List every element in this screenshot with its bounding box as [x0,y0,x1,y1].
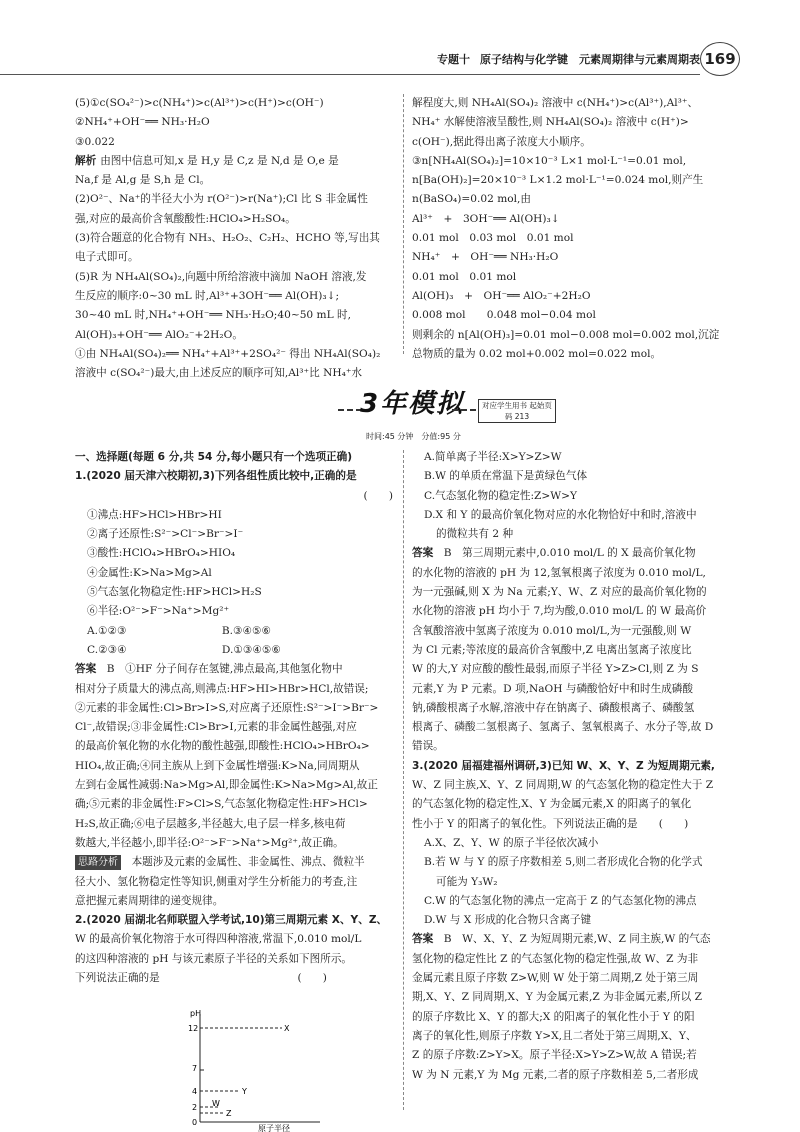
point-y-label: Y [242,1087,247,1096]
column-divider-bottom [403,450,404,1110]
text-line [75,152,393,171]
text-line: Na,f 是 Al,g 是 S,h 是 Cl。 [75,174,211,187]
text-line: 2.(2020 届湖北名师联盟入学考试,10)第三周期元素 X、Y、Z、 [75,914,388,927]
text-line: W 为 N 元素,Y 为 Mg 元素,二者的原子序数相差 5,二者形成 [412,1068,699,1081]
text-line: 0.01 mol 0.01 mol [412,270,517,283]
text-content: 由图中信息可知,x 是 H,y 是 C,z 是 N,d 是 O,e 是 [100,154,339,167]
text-line: 性小于 Y 的阳离子的氧化性。下列说法正确的是 ( ) [412,817,689,830]
text-line: 的气态氢化物的稳定性,X、Y 为金属元素,X 的阳离子的氧化 [412,798,692,811]
text-line: 一、选择题(每题 6 分,共 54 分,每小题只有一个选项正确) [75,451,353,463]
text-line: 为一元强碱,则 X 为 Na 元素;Y、W、Z 对应的最高价氧化物的 [412,586,707,599]
text-line: 的微粒共有 2 种 [436,528,514,541]
text-line: C.W 的气态氢化物的沸点一定高于 Z 的气态氢化物的沸点 [424,894,697,907]
text-line: B.W 的单质在常温下是黄绿色气体 [424,470,588,483]
banner-meta: 时间:45 分钟 分值:95 分 [366,432,461,441]
text-line: ②NH₄⁺+OH⁻══ NH₃·H₂O [75,116,210,129]
text-line: 的原子序数比 X、Y 的都大;X 的阳离子的氧化性小于 Y 的阳 [412,1010,695,1023]
text-line: 溶液中 c(SO₄²⁻)最大,由上述反应的顺序可知,Al³⁺比 NH₄⁺水 [75,367,363,380]
point-x-label: X [284,1024,290,1033]
text-line: Cl⁻,故错误;③非金属性:Cl>Br>I,元素的非金属性越强,对应 [75,721,357,734]
text-line: 数越大,半径越小,即半径:O²⁻>F⁻>Na⁺>Mg²⁺,故正确。 [75,836,344,849]
text-line: ②离子还原性:S²⁻>Cl⁻>Br⁻>I⁻ [87,528,244,541]
text-line: 水化物的溶液 pH 均小于 7,均为酸,0.010 mol/L 的 W 最高价 [412,605,707,618]
text-line: 0.01 mol 0.03 mol 0.01 mol [412,232,574,245]
top-right-column [412,94,738,360]
text-line: 解程度大,则 NH₄Al(SO₄)₂ 溶液中 c(NH₄⁺)>c(Al³⁺),Al³⁺、 [412,97,699,109]
think-tag: 思路分析 [75,855,121,870]
header-subject: 原子结构与化学键 元素周期律与元素周期表 [480,53,700,66]
text-line: Al(OH)₃+OH⁻══ AlO₂⁻+2H₂O。 [75,328,243,341]
text-line: NH₄⁺ 水解使溶液呈酸性,则 NH₄Al(SO₄)₂ 溶液中 c(H⁺)> [412,116,689,129]
text-line: 强,对应的最高价含氧酸酸性:HClO₄>H₂SO₄。 [75,212,296,225]
text-line: 相对分子质量大的沸点高,则沸点:HF>HI>HBr>HCl,故错误; [75,682,369,695]
point-z-label: Z [226,1109,232,1118]
text-line: 的水化物的溶液的 pH 为 12,氢氧根离子浓度为 0.010 mol/L, [412,566,706,579]
text-line: (3)符合题意的化合物有 NH₃、H₂O₂、C₂H₂、HCHO 等,写出其 [75,232,380,245]
answer-tag: 答案 [75,663,97,676]
text-line: Al³⁺ + 3OH⁻══ Al(OH)₃↓ [412,212,560,225]
text-line: n[Ba(OH)₂]=20×10⁻³ L×1.2 mol·L⁻¹=0.024 mol,则产生 [412,174,704,187]
text-line: 离子的氧化性,则原子序数 Y>X,且二者处于第三周期,X、Y、 [412,1029,697,1042]
text-line: C.气态氢化物的稳定性:Z>W>Y [424,489,578,502]
section-banner [0,389,800,443]
point-w-label: W [212,1099,220,1108]
text-line: W 的大,Y 对应酸的酸性最弱,而原子半径 Y>Z>Cl,则 Z 为 S [412,663,699,676]
text-line: 根离子、磷酸二氢根离子、氢离子、氢氧根离子、水分子等,故 D [412,721,714,734]
text-line: ①沸点:HF>HCl>HBr>HI [87,508,222,521]
text-line: ③酸性:HClO₄>HBrO₄>HIO₄ [87,547,236,560]
header-title [437,50,700,69]
banner-reference: 对应学生用书 起始页码 213 [478,399,556,423]
answer-tag: 答案 [412,547,434,560]
top-left-column [75,94,393,380]
text-line: 3.(2020 届福建福州调研,3)已知 W、X、Y、Z 为短周期元素, [412,759,715,772]
text-line: ①由 NH₄Al(SO₄)₂══ NH₄⁺+Al³⁺+2SO₄²⁻ 得出 NH₄Al(SO₄)₂ [75,347,381,360]
text-line: 左到右金属性减弱:Na>Mg>Al,即金属性:K>Na>Mg>Al,故正 [75,779,378,792]
ph-radius-graph [160,1004,330,1132]
text-line: A.①②③ B.③④⑤⑥ [87,624,271,637]
banner-title: 3年模拟 [360,389,465,419]
text-line: B.若 W 与 Y 的原子序数相差 5,则二者形成化合物的化学式 [424,856,703,869]
text-content: B 第三周期元素中,0.010 mol/L 的 X 最高价氧化物 [433,547,696,560]
text-line: ②元素的非金属性:Cl>Br>I>S,对应离子还原性:S²⁻>I⁻>Br⁻> [75,701,379,714]
text-line: 的这四种溶液的 pH 与该元素原子半径的关系如下图所示。 [75,952,353,965]
text-line: 总物质的量为 0.02 mol+0.002 mol=0.022 mol。 [412,347,662,360]
text-line: Al(OH)₃ + OH⁻══ AlO₂⁻+2H₂O [412,289,591,302]
text-line: 钠,磷酸根离子水解,溶液中存在钠离子、磷酸根离子、磷酸氢 [412,701,695,714]
text-line: Z 的原子序数:Z>Y>X。原子半径:X>Y>Z>W,故 A 错误;若 [412,1049,697,1062]
text-content: 本题涉及元素的金属性、非金属性、沸点、微粒半 [121,856,365,869]
text-line: 则剩余的 n[Al(OH)₃]=0.01 mol−0.008 mol=0.002 mol,沉淀 [412,328,720,341]
page-number: 169 [700,42,740,76]
text-line: ③n[NH₄Al(SO₄)₂]=10×10⁻³ L×1 mol·L⁻¹=0.01 mol, [412,154,687,167]
tick-7: 7 [192,1064,198,1073]
text-line: A.X、Z、Y、W 的原子半径依次减小 [424,836,599,849]
text-line: D.W 与 X 形成的化合物只含离子键 [424,914,592,927]
banner-dash-left [338,409,362,411]
text-line: 含氧酸溶液中氢离子浓度为 0.010 mol/L,为一元强酸,则 W [412,624,692,637]
text-line: ( ) [363,489,393,502]
text-line: 可能为 Y₃W₂ [436,875,498,888]
text-line: n(BaSO₄)=0.02 mol,由 [412,193,531,206]
text-line: C.②③④ D.①③④⑤⑥ [87,643,281,656]
text-line: 电子式即可。 [75,251,139,264]
text-line: D.X 和 Y 的最高价氧化物对应的水化物恰好中和时,溶液中 [424,508,697,521]
text-line: (5)①c(SO₄²⁻)>c(NH₄⁺)>c(Al³⁺)>c(H⁺)>c(OH⁻) [75,97,324,109]
text-line: ⑥半径:O²⁻>F⁻>Na⁺>Mg²⁺ [87,605,230,618]
text-line: c(OH⁻),据此得出离子浓度大小顺序。 [412,135,591,148]
text-line: 的最高价氧化物的水化物的酸性越强,即酸性:HClO₄>HBrO₄> [75,740,370,753]
bottom-right-column [412,448,738,1123]
text-line: H₂S,故正确;⑥电子层越多,半径越大,电子层一样多,核电荷 [75,817,346,830]
text-line: (5)R 为 NH₄Al(SO₄)₂,向题中所给溶液中滴加 NaOH 溶液,发 [75,270,367,283]
text-line: W、Z 同主族,X、Y、Z 同周期,W 的气态氢化物的稳定性大于 Z [412,779,714,792]
answer-tag: 答案 [412,933,434,946]
banner-dash-right [452,409,476,411]
text-line: A.简单离子半径:X>Y>Z>W [424,451,562,463]
page-header [0,40,800,80]
column-divider-top [403,94,404,354]
text-line: 下列说法正确的是 ( ) [75,972,327,985]
text-line: 径大小、氢化物稳定性等知识,侧重对学生分析能力的考查,注 [75,875,358,888]
tick-0: 0 [192,1118,198,1127]
text-line: ③0.022 [75,135,115,148]
y-axis-label: pH [190,1009,202,1018]
text-line: 期,X、Y、Z 同周期,X、Y 为金属元素,Z 为非金属元素,所以 Z [412,991,702,1004]
text-line [75,853,393,872]
analysis-tag: 解析 [75,154,97,167]
text-line [412,930,738,949]
text-line: 意把握元素周期律的递变规律。 [75,894,224,907]
header-topic: 专题十 [437,53,470,66]
header-rule [0,74,700,75]
text-line [75,660,393,679]
text-line: 0.008 mol 0.048 mol−0.04 mol [412,309,596,322]
text-line: 为 Cl 元素;等浓度的最高价含氧酸中,Z 电离出氢离子浓度比 [412,643,692,656]
text-line: 元素,Y 为 P 元素。D 项,NaOH 与磷酸恰好中和时生成磷酸 [412,682,693,695]
text-line: 氢化物的稳定性比 Z 的气态氢化物的稳定性强,故 W、Z 为非 [412,952,699,965]
text-content: B W、X、Y、Z 为短周期元素,W、Z 同主族,W 的气态 [433,933,711,946]
text-line: 30~40 mL 时,NH₄⁺+OH⁻══ NH₃·H₂O;40~50 mL 时, [75,309,351,322]
text-line: (2)O²⁻、Na⁺的半径大小为 r(O²⁻)>r(Na⁺);Cl 比 S 非金属性 [75,193,368,206]
text-line: ④金属性:K>Na>Mg>Al [87,566,212,579]
text-line: ⑤气态氢化物稳定性:HF>HCl>H₂S [87,586,262,599]
text-line: NH₄⁺ + OH⁻══ NH₃·H₂O [412,251,559,264]
text-content: B ①HF 分子间存在氢键,沸点最高,其他氢化物中 [96,663,343,676]
text-line: 错误。 [412,740,444,753]
x-axis-label: 原子半径 [258,1124,290,1132]
text-line: 生反应的顺序:0~30 mL 时,Al³⁺+3OH⁻══ Al(OH)₃↓; [75,289,340,302]
text-line: HIO₄,故正确;④同主族从上到下金属性增强:K>Na,同周期从 [75,759,360,772]
text-line: W 的最高价氧化物溶于水可得四种溶液,常温下,0.010 mol/L [75,933,362,946]
tick-12: 12 [188,1024,199,1033]
text-line: 确;⑤元素的非金属性:F>Cl>S,气态氢化物稳定性:HF>HCl> [75,798,368,811]
tick-4: 4 [192,1087,198,1096]
text-line [412,544,738,563]
text-line: 1.(2020 届天津六校期初,3)下列各组性质比较中,正确的是 [75,470,357,483]
tick-2: 2 [192,1103,198,1112]
text-line: 金属元素且原子序数 Z>W,则 W 处于第二周期,Z 处于第三周 [412,972,699,985]
